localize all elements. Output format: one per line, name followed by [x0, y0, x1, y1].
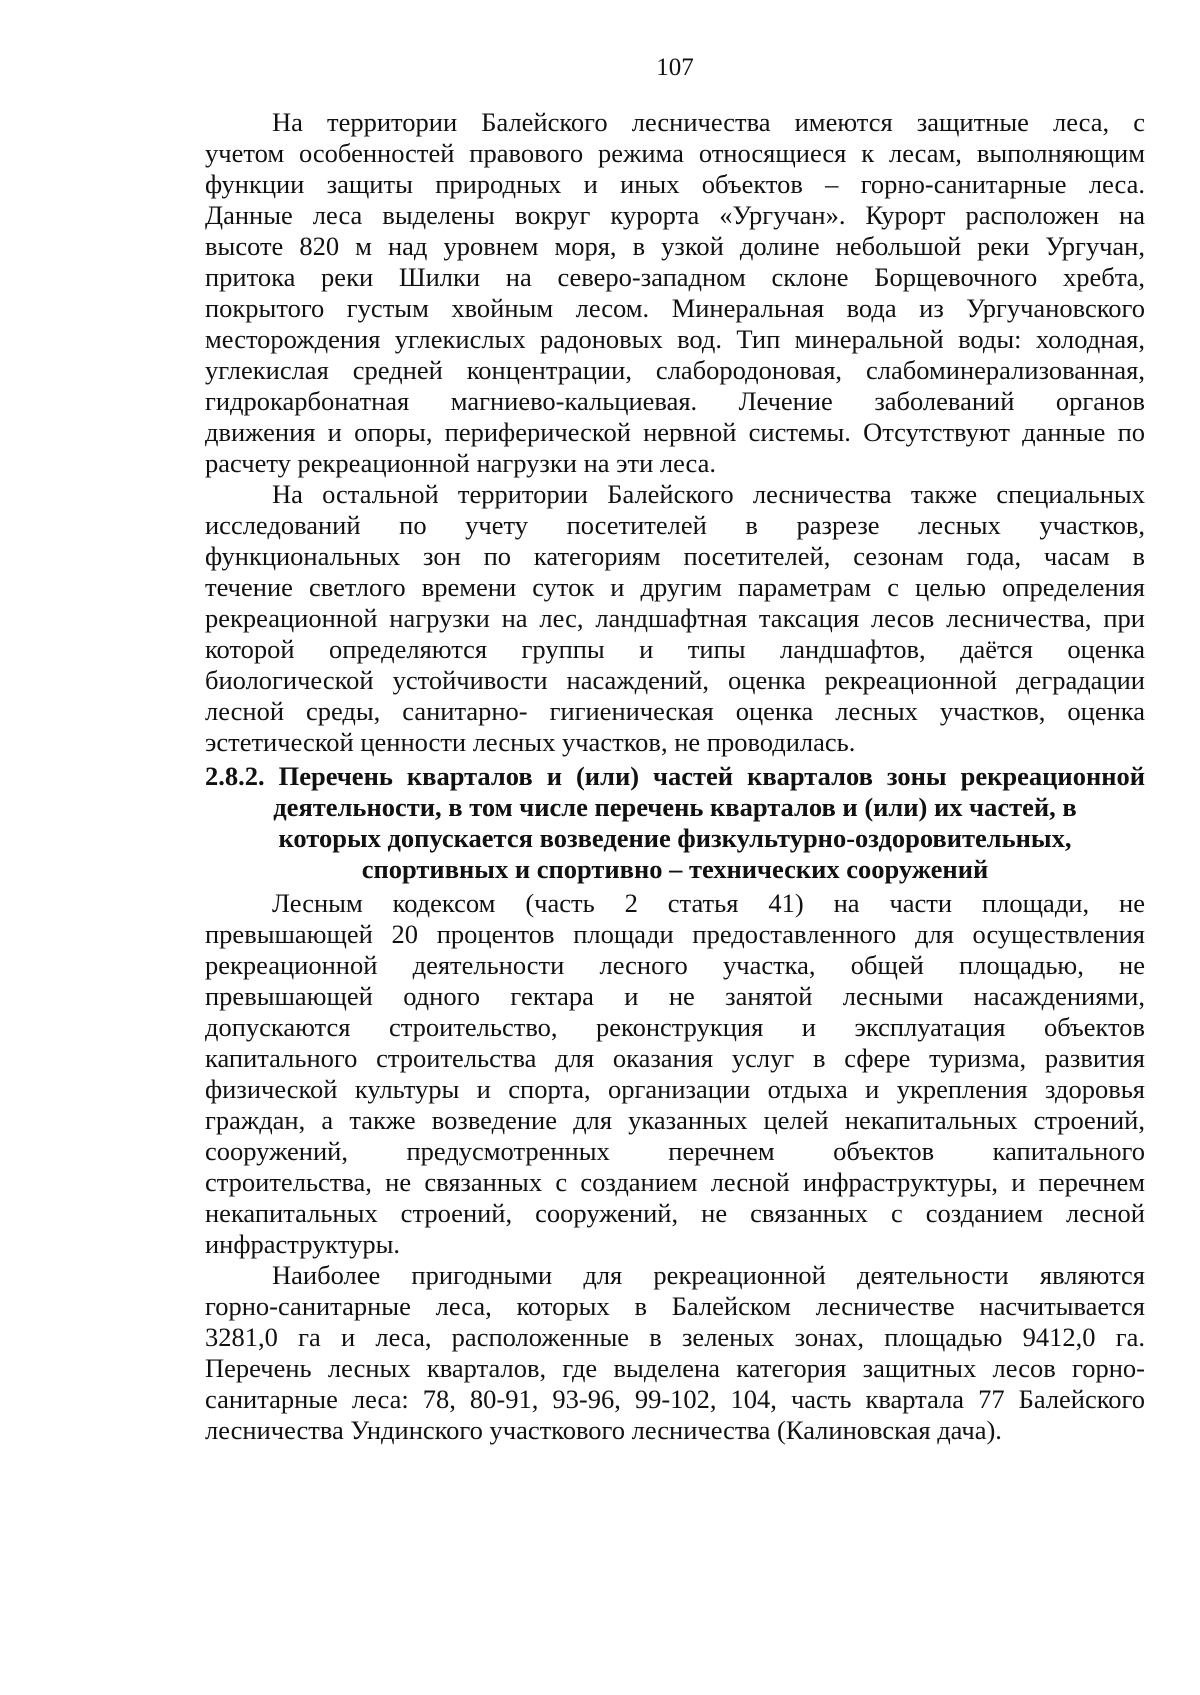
paragraph-3-line: сооружений, предусмотренных перечнем объектов капитального — [205, 1136, 1145, 1166]
paragraph-3-line: рекреационной деятельности лесного участка, общей площадью, не — [205, 950, 1145, 980]
paragraph-2-line: лесной среды, санитарно- гигиеническая оценка лесных участков, оценка — [205, 696, 1145, 726]
paragraph-1-line: углекислая средней концентрации, слабородоновая, слабоминерализованная, — [205, 355, 1145, 385]
paragraph-1-line: высоте 820 м над уровнем моря, в узкой долине небольшой реки Ургучан, — [205, 231, 1145, 261]
paragraph-3-line: допускаются строительство, реконструкция и эксплуатация объектов — [205, 1012, 1145, 1042]
paragraph-2-line: функциональных зон по категориям посетителей, сезонам года, часам в — [205, 541, 1145, 571]
paragraph-1-line: притока реки Шилки на северо-западном склоне Борщевочного хребта, — [205, 262, 1145, 292]
paragraph-4-line: Перечень лесных кварталов, где выделена категория защитных лесов горно- — [205, 1353, 1145, 1383]
page-number: 107 — [656, 54, 694, 81]
paragraph-4-line: 3281,0 га и леса, расположенные в зеленых зонах, площадью 9412,0 га. — [205, 1322, 1145, 1352]
paragraph-1-line: расчету рекреационной нагрузки на эти леса. — [205, 448, 717, 478]
paragraph-4-line: лесничества Ундинского участкового лесничества (Калиновская дача). — [205, 1415, 1002, 1445]
paragraph-3-line: физической культуры и спорта, организации отдыха и укрепления здоровья — [205, 1074, 1145, 1104]
paragraph-3-line: Лесным кодексом (часть 2 статья 41) на части площади, не — [272, 888, 1145, 918]
paragraph-2-line: исследований по учету посетителей в разрезе лесных участков, — [205, 510, 1145, 540]
section-heading-line: которых допускается возведение физкультурно-оздоровительных, — [278, 823, 1072, 853]
paragraph-1-line: учетом особенностей правового режима относящиеся к лесам, выполняющим — [205, 138, 1145, 168]
paragraph-3-line: инфраструктуры. — [205, 1229, 401, 1259]
paragraph-1-line: покрытого густым хвойным лесом. Минеральная вода из Ургучановского — [205, 293, 1145, 323]
paragraph-3-line: некапитальных строений, сооружений, не связанных с созданием лесной — [205, 1198, 1145, 1228]
paragraph-4-line: Наиболее пригодными для рекреационной деятельности являются — [272, 1260, 1145, 1290]
paragraph-2-line: эстетической ценности лесных участков, не проводилась. — [205, 727, 856, 757]
paragraph-1-line: месторождения углекислых радоновых вод. Тип минеральной воды: холодная, — [205, 324, 1145, 354]
section-heading-line: 2.8.2. Перечень кварталов и (или) частей кварталов зоны рекреационной — [205, 761, 1145, 791]
paragraph-2-line: которой определяются группы и типы ландшафтов, даётся оценка — [205, 634, 1145, 664]
paragraph-2-line: рекреационной нагрузки на лес, ландшафтная таксация лесов лесничества, при — [205, 603, 1145, 633]
paragraph-1-line: На территории Балейского лесничества имеются защитные леса, с — [272, 107, 1145, 137]
paragraph-3-line: граждан, а также возведение для указанных целей некапитальных строений, — [205, 1105, 1145, 1135]
paragraph-4-line: санитарные леса: 78, 80-91, 93-96, 99-102, 104, часть квартала 77 Балейского — [205, 1384, 1145, 1414]
paragraph-4-line: горно-санитарные леса, которых в Балейском лесничестве насчитывается — [205, 1291, 1145, 1321]
paragraph-2-line: На остальной территории Балейского лесничества также специальных — [272, 479, 1145, 509]
paragraph-1-line: гидрокарбонатная магниево-кальциевая. Лечение заболеваний органов — [205, 386, 1145, 416]
paragraph-3-line: строительства, не связанных с созданием лесной инфраструктуры, и перечнем — [205, 1167, 1145, 1197]
paragraph-1-line: движения и опоры, периферической нервной системы. Отсутствуют данные по — [205, 417, 1145, 447]
paragraph-1-line: Данные леса выделены вокруг курорта «Ургучан». Курорт расположен на — [205, 200, 1145, 230]
paragraph-2-line: течение светлого времени суток и другим параметрам с целью определения — [205, 572, 1145, 602]
section-heading-line: деятельности, в том числе перечень кварталов и (или) их частей, в — [273, 792, 1077, 822]
paragraph-3-line: превышающей 20 процентов площади предоставленного для осуществления — [205, 919, 1145, 949]
paragraph-2-line: биологической устойчивости насаждений, оценка рекреационной деградации — [205, 665, 1145, 695]
paragraph-3-line: превышающей одного гектара и не занятой лесными насаждениями, — [205, 981, 1145, 1011]
paragraph-3-line: капитального строительства для оказания услуг в сфере туризма, развития — [205, 1043, 1145, 1073]
section-heading-line: спортивных и спортивно – технических сооружений — [361, 854, 989, 884]
paragraph-1-line: функции защиты природных и иных объектов – горно-санитарные леса. — [205, 169, 1145, 199]
